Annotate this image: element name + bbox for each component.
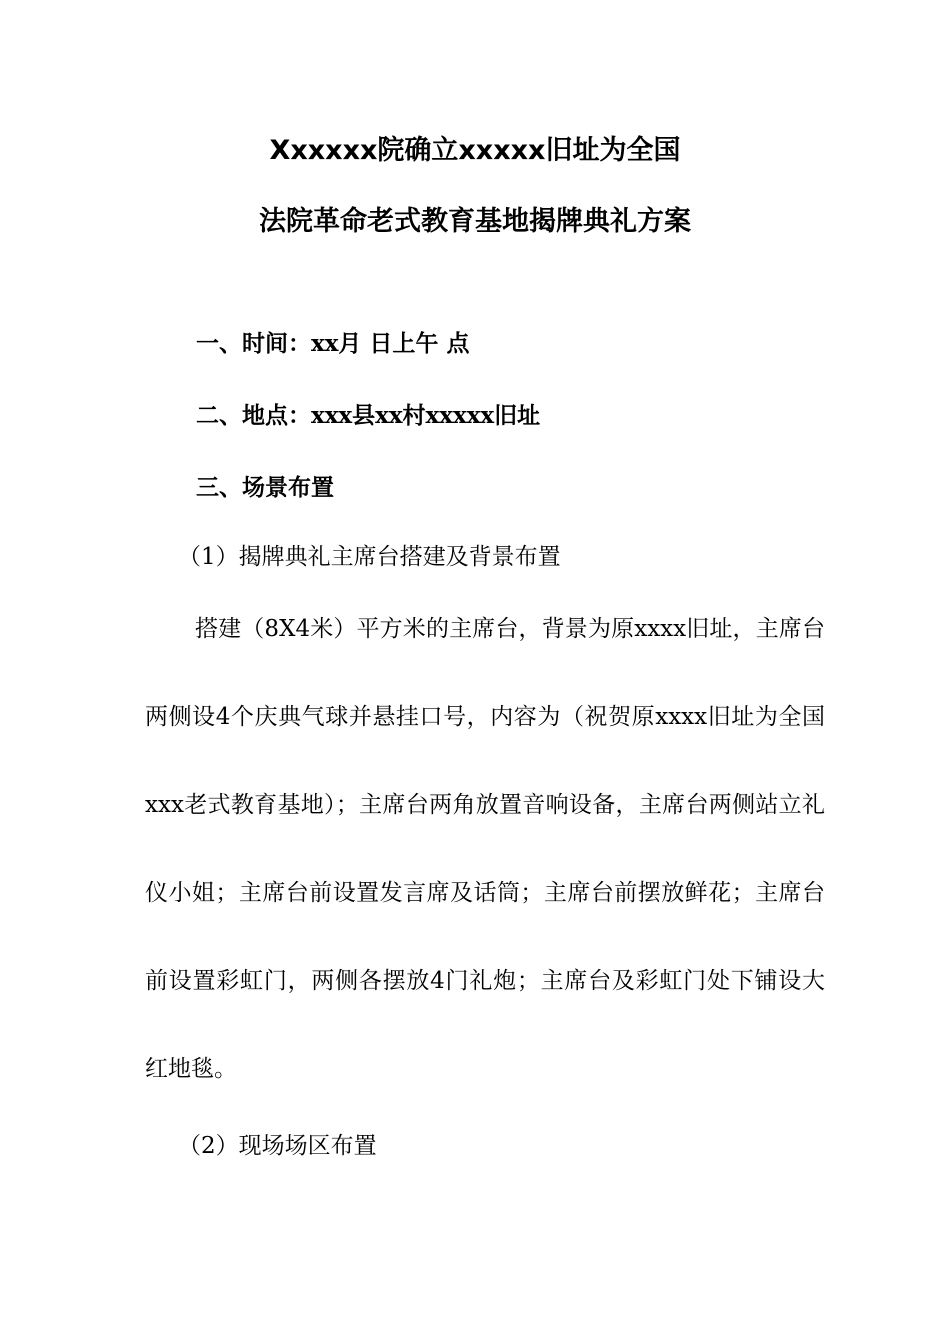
section-heading-scene-setup: 三、场景布置 [196,474,334,501]
paragraph-main-stage-setup: 搭建（8X4米）平方米的主席台，背景为原xxxx旧址，主席台两侧设4个庆典气球并悬挂口号，内容为（祝贺原xxxx旧址为全国xxx老式教育基地）；主席台两角放置音响设备，主席台两侧站立礼仪小姐；主席台前设置发言席及话筒；主席台前摆放鲜花；主席台前设置彩虹门，两侧各摆放4门礼炮；主席台及彩虹门处下铺设大红地毯。 [145,616,825,1082]
document-title-line-1: Xxxxxx院确立xxxxx旧址为全国 [269,135,681,166]
document-title-line-2: 法院革命老式教育基地揭牌典礼方案 [259,206,691,237]
subsection-heading-site-layout: （2）现场场区布置 [178,1133,377,1159]
section-heading-location: 二、地点：xxx县xx村xxxxx旧址 [196,402,541,429]
section-heading-time: 一、时间：xx月 日上午 点 [196,330,470,357]
subsection-heading-main-stage: （1）揭牌典礼主席台搭建及背景布置 [178,544,561,570]
